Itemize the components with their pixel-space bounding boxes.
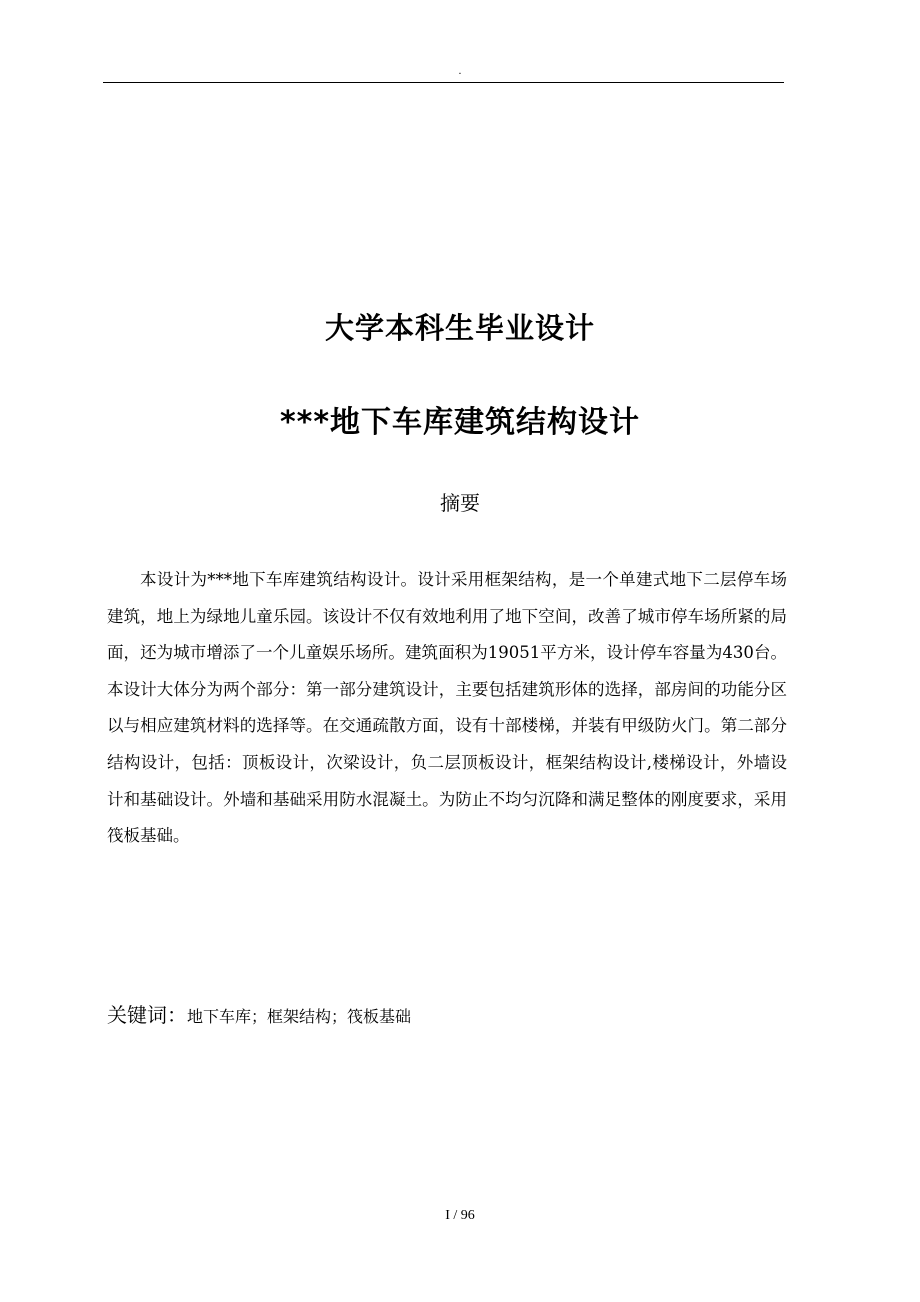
header-mark: . — [458, 66, 462, 77]
page-number: I / 96 — [445, 1208, 475, 1223]
document-subtitle: ***地下车库建筑结构设计 — [279, 405, 641, 440]
keywords-line — [107, 1000, 411, 1032]
keywords-label: 关键词： — [107, 1003, 187, 1027]
keywords-value: 地下车库；框架结构；筏板基础 — [187, 1007, 412, 1026]
abstract-body: 本设计为***地下车库建筑结构设计。设计采用框架结构，是一个单建式地下二层停车场建筑，地上为绿地儿童乐园。该设计不仅有效地利用了地下空间，改善了城市停车场所紧的局面，还为城市增添了一个儿童娱乐场所。建筑面积为19051平方米，设计停车容量为430台。本设计大体分为两个部分：第一部分建筑设计，主要包括建筑形体的选择，部房间的功能分区以与相应建筑材料的选择等。在交通疏散方面，设有十部楼梯，并装有甲级防火门。第二部分结构设计，包括：顶板设计，次梁设计，负二层顶板设计，框架结构设计,楼梯设计，外墙设计和基础设计。外墙和基础采用防水混凝土。为防止不均匀沉降和满足整体的刚度要求，采用筏板基础。 — [107, 570, 787, 846]
document-title: 大学本科生毕业设计 — [324, 311, 595, 345]
header-rule — [103, 82, 784, 83]
abstract-heading: 摘要 — [440, 491, 480, 515]
